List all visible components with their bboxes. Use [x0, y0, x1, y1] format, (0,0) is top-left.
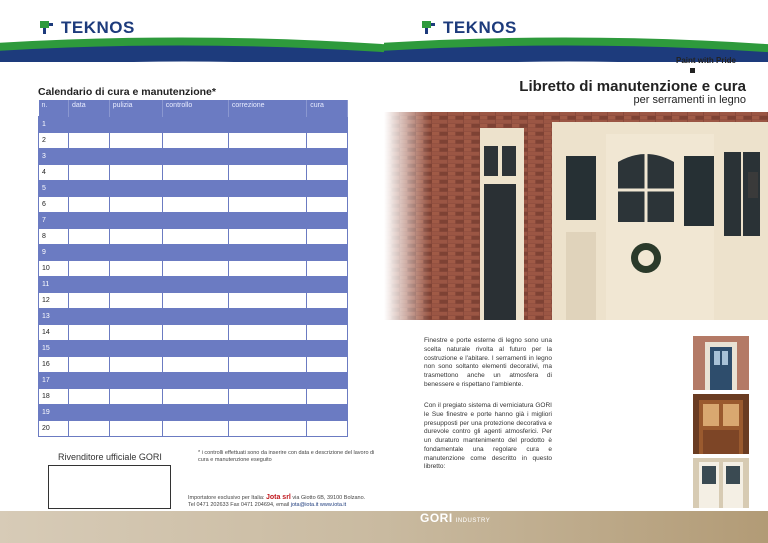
table-cell: [228, 148, 306, 164]
right-header: [384, 0, 768, 62]
table-cell: [109, 372, 162, 388]
footer-brand: [420, 511, 490, 529]
table-cell: [162, 324, 228, 340]
tagline-square: [690, 68, 695, 73]
table-cell: [69, 292, 110, 308]
table-cell: [307, 180, 348, 196]
table-cell: [109, 404, 162, 420]
dealer-label: Rivenditore ufficiale GORI: [58, 452, 162, 462]
table-cell: [69, 308, 110, 324]
table-row: [39, 324, 348, 340]
footer-brand-name: GORI: [420, 511, 453, 525]
table-row: [39, 292, 348, 308]
importer-phone: Tel 0471 202633 Fax 0471 204694, email: [188, 502, 290, 509]
table-cell: [162, 260, 228, 276]
table-cell: [162, 404, 228, 420]
row-number: 4: [39, 164, 69, 180]
table-cell: [228, 324, 306, 340]
table-cell: [307, 164, 348, 180]
row-number: 12: [39, 292, 69, 308]
table-cell: [228, 164, 306, 180]
importer-address: via Giotto 6B, 39100 Bolzano.: [292, 495, 366, 501]
row-number: 14: [39, 324, 69, 340]
row-number: 5: [39, 180, 69, 196]
table-cell: [162, 180, 228, 196]
thumb-white-window-photo: [693, 458, 749, 508]
col-header-correzione: correzione: [228, 100, 306, 116]
footnote: * i controlli effettuati sono da inserire con data e descrizione del lavoro di cura e manutenzione eseguito: [198, 450, 375, 463]
tagline: Paint with Pride: [676, 56, 737, 65]
table-cell: [109, 212, 162, 228]
logo-text: TEKNOS: [61, 18, 135, 37]
table-row: [39, 308, 348, 324]
table-row: [39, 164, 348, 180]
row-number: 11: [39, 276, 69, 292]
table-cell: [228, 212, 306, 228]
row-number: 13: [39, 308, 69, 324]
table-cell: [109, 116, 162, 132]
table-cell: [307, 356, 348, 372]
table-cell: [109, 292, 162, 308]
table-cell: [162, 148, 228, 164]
calendar-title: Calendario di cura e manutenzione*: [38, 86, 216, 98]
table-cell: [162, 116, 228, 132]
footer-brand-suffix: INDUSTRY: [455, 518, 491, 524]
intro-paragraph: Finestre e porte esterne di legno sono una scelta naturale rivolta al futuro per la costruzione e l'abitare. I serramenti in legno non sono soltanto elementi decorativi, ma trasmettono anche un atmosfera di benessere e rispettano l'ambiente.: [424, 337, 552, 388]
table-cell: [109, 324, 162, 340]
table-cell: [307, 292, 348, 308]
table-cell: [307, 212, 348, 228]
row-number: 8: [39, 228, 69, 244]
table-cell: [109, 420, 162, 436]
table-row: [39, 212, 348, 228]
table-cell: [307, 340, 348, 356]
table-cell: [69, 324, 110, 340]
row-number: 16: [39, 356, 69, 372]
table-cell: [162, 132, 228, 148]
table-row: [39, 404, 348, 420]
paint-brush-icon: [420, 19, 438, 37]
table-cell: [69, 388, 110, 404]
table-row: [39, 148, 348, 164]
table-cell: [69, 356, 110, 372]
table-row: [39, 132, 348, 148]
table-row: [39, 372, 348, 388]
table-cell: [69, 404, 110, 420]
table-cell: [307, 228, 348, 244]
table-cell: [307, 420, 348, 436]
table-cell: [228, 276, 306, 292]
table-cell: [162, 228, 228, 244]
table-cell: [307, 276, 348, 292]
door-illustration: [384, 112, 768, 320]
table-cell: [162, 340, 228, 356]
table-cell: [307, 260, 348, 276]
table-cell: [162, 388, 228, 404]
table-cell: [109, 164, 162, 180]
table-cell: [69, 276, 110, 292]
table-cell: [307, 388, 348, 404]
table-cell: [228, 372, 306, 388]
table-cell: [69, 180, 110, 196]
row-number: 10: [39, 260, 69, 276]
table-cell: [109, 244, 162, 260]
teknos-logo-right: [420, 18, 517, 38]
table-cell: [69, 340, 110, 356]
row-number: 19: [39, 404, 69, 420]
dealer-stamp-box: [48, 465, 171, 509]
table-cell: [228, 180, 306, 196]
table-cell: [228, 308, 306, 324]
gori-paragraph: Con il pregiato sistema di verniciatura GORI le Sue finestre e porte hanno già i migliori presupposti per una protezione decorativa e durevole contro gli agenti atmosferici. Per un duraturo mantenimento del prodotto è fondamentale una regolare cura e manutenzione come descritto in questo libretto:: [424, 402, 552, 471]
table-cell: [307, 116, 348, 132]
table-cell: [228, 340, 306, 356]
thumb-blue-door-photo: [693, 336, 749, 390]
table-cell: [162, 308, 228, 324]
table-cell: [228, 116, 306, 132]
table-cell: [69, 196, 110, 212]
footer-band: [0, 511, 768, 543]
table-cell: [228, 260, 306, 276]
table-row: [39, 356, 348, 372]
importer-website[interactable]: www.iota.it: [319, 502, 347, 509]
table-cell: [162, 356, 228, 372]
row-number: 3: [39, 148, 69, 164]
table-row: [39, 180, 348, 196]
table-cell: [162, 196, 228, 212]
importer-info: [188, 493, 365, 510]
table-cell: [69, 212, 110, 228]
thumb-wood-door-photo: [693, 394, 749, 454]
table-cell: [307, 404, 348, 420]
table-cell: [109, 388, 162, 404]
table-cell: [109, 132, 162, 148]
col-header-pulizia: pulizia: [109, 100, 162, 116]
booklet-title: Libretto di manutenzione e cura: [519, 78, 746, 95]
table-cell: [228, 244, 306, 260]
care-calendar-table: [38, 100, 348, 437]
booklet-subtitle: per serramenti in legno: [633, 94, 746, 106]
table-cell: [228, 356, 306, 372]
table-row: [39, 276, 348, 292]
table-cell: [69, 372, 110, 388]
table-cell: [162, 372, 228, 388]
importer-email[interactable]: jota@iota.it: [290, 502, 319, 509]
table-cell: [69, 116, 110, 132]
row-number: 1: [39, 116, 69, 132]
row-number: 7: [39, 212, 69, 228]
table-row: [39, 196, 348, 212]
table-cell: [162, 212, 228, 228]
row-number: 9: [39, 244, 69, 260]
table-cell: [69, 164, 110, 180]
table-cell: [109, 196, 162, 212]
table-cell: [307, 308, 348, 324]
importer-company: Jota srl: [265, 494, 291, 501]
table-cell: [69, 260, 110, 276]
table-row: [39, 260, 348, 276]
teknos-logo-left: [38, 18, 135, 38]
table-cell: [69, 244, 110, 260]
table-row: [39, 388, 348, 404]
table-cell: [228, 228, 306, 244]
row-number: 2: [39, 132, 69, 148]
table-cell: [228, 196, 306, 212]
table-cell: [307, 196, 348, 212]
table-cell: [162, 420, 228, 436]
table-cell: [307, 372, 348, 388]
table-cell: [307, 244, 348, 260]
row-number: 17: [39, 372, 69, 388]
col-header-cura: cura: [307, 100, 348, 116]
table-cell: [162, 292, 228, 308]
table-cell: [69, 148, 110, 164]
table-cell: [109, 180, 162, 196]
table-row: [39, 116, 348, 132]
col-header-controllo: controllo: [162, 100, 228, 116]
table-cell: [109, 148, 162, 164]
table-row: [39, 420, 348, 436]
table-cell: [109, 340, 162, 356]
table-cell: [307, 324, 348, 340]
left-header: [0, 0, 384, 62]
table-cell: [69, 420, 110, 436]
table-cell: [228, 420, 306, 436]
table-cell: [228, 292, 306, 308]
table-cell: [162, 164, 228, 180]
table-cell: [162, 276, 228, 292]
table-cell: [228, 404, 306, 420]
table-row: [39, 228, 348, 244]
table-cell: [109, 308, 162, 324]
table-header-row: [39, 100, 348, 116]
table-cell: [228, 388, 306, 404]
logo-text: TEKNOS: [443, 18, 517, 37]
table-row: [39, 340, 348, 356]
table-cell: [69, 228, 110, 244]
table-cell: [109, 356, 162, 372]
table-cell: [109, 260, 162, 276]
table-row: [39, 244, 348, 260]
row-number: 6: [39, 196, 69, 212]
col-header-n: n.: [39, 100, 69, 116]
house-door-photo: [384, 112, 768, 320]
importer-prefix: Importatore esclusivo per Italia:: [188, 495, 265, 501]
table-cell: [307, 148, 348, 164]
col-header-data: data: [69, 100, 110, 116]
table-cell: [109, 228, 162, 244]
row-number: 18: [39, 388, 69, 404]
table-cell: [162, 244, 228, 260]
table-cell: [228, 132, 306, 148]
table-cell: [109, 276, 162, 292]
table-cell: [69, 132, 110, 148]
row-number: 20: [39, 420, 69, 436]
table-cell: [307, 132, 348, 148]
row-number: 15: [39, 340, 69, 356]
paint-brush-icon: [38, 19, 56, 37]
